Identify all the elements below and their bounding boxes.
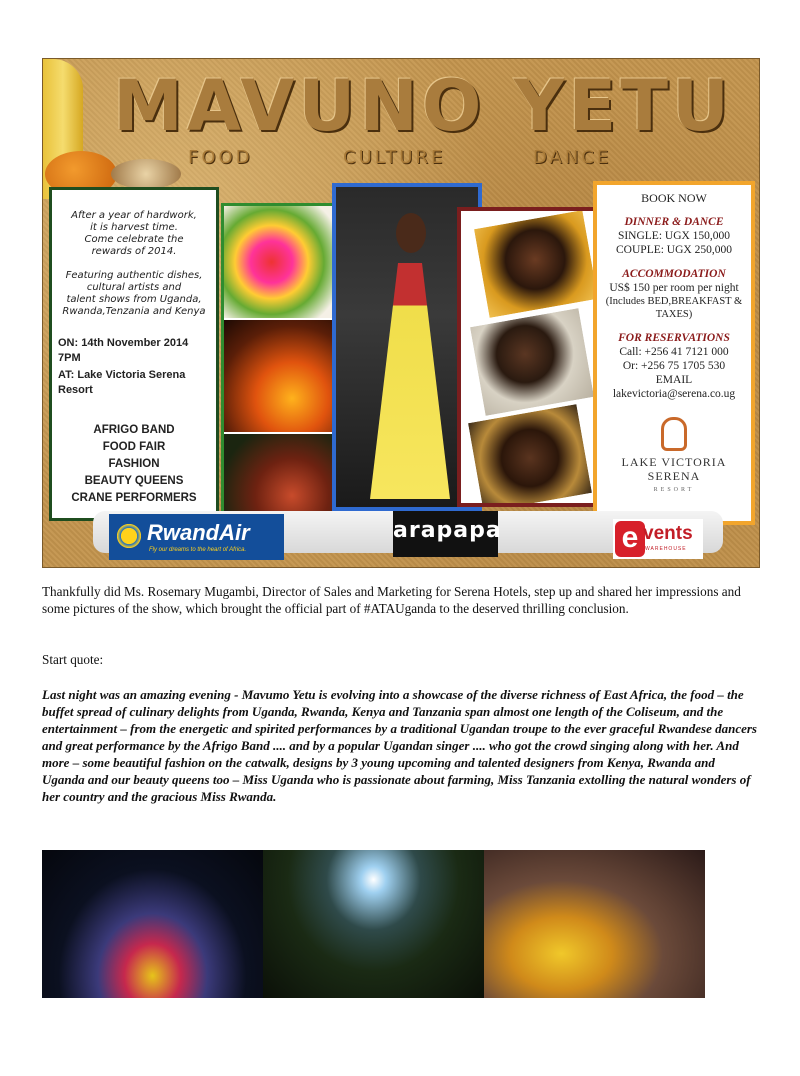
subtitle-food: FOOD bbox=[188, 147, 253, 168]
drum-decoration bbox=[111, 159, 181, 189]
act-item: FASHION bbox=[108, 458, 160, 470]
performer-photo bbox=[466, 402, 595, 507]
intro-text: After a year of hardwork, it is harvest time. Come celebrate the rewards of 2014. Featuring authentic dishes, cultural artists and talent shows from Uganda, Rwanda,Tenzania and Kenya bbox=[62, 210, 206, 317]
event-info-panel bbox=[49, 187, 219, 521]
start-quote-label: Start quote: bbox=[42, 652, 104, 667]
rwandair-logo bbox=[109, 514, 284, 560]
intro-paragraph: Thankfully did Ms. Rosemary Mugambi, Director of Sales and Marketing for Serena Hotels, step up and shared her impressions and some pictures of the show, which brought the official part of #ATAUganda to the deserved thrilling conclusion. bbox=[42, 584, 741, 616]
events-e-icon: e bbox=[615, 521, 645, 557]
events-sub: WAREHOUSE bbox=[645, 546, 687, 552]
event-photo-strip bbox=[42, 850, 705, 998]
singer-photo bbox=[472, 208, 599, 320]
book-now-heading: BOOK NOW bbox=[641, 191, 707, 205]
email-label: EMAIL bbox=[655, 374, 693, 386]
accommodation-note: (Includes BED,BREAKFAST & TAXES) bbox=[605, 296, 743, 320]
model-head bbox=[396, 213, 426, 253]
events-name: vents bbox=[643, 523, 693, 544]
subtitle-dance: DANCE bbox=[533, 147, 612, 168]
couple-price: COUPLE: UGX 250,000 bbox=[616, 244, 732, 256]
act-item: CRANE PERFORMERS bbox=[71, 492, 197, 504]
act-item: FOOD FAIR bbox=[102, 441, 166, 453]
dancers-photo bbox=[42, 850, 263, 998]
dance-floor-photo bbox=[263, 850, 484, 998]
rwandair-tagline: Fly our dreams to the heart of Africa. bbox=[149, 547, 247, 553]
accommodation-price: US$ 150 per room per night bbox=[609, 282, 739, 294]
booking-panel bbox=[593, 181, 755, 525]
act-item: AFRIGO BAND bbox=[93, 424, 175, 436]
events-warehouse-logo bbox=[613, 519, 703, 559]
event-poster bbox=[42, 58, 760, 568]
email-address: lakevictoria@serena.co.ug bbox=[612, 388, 736, 400]
act-item: BEAUTY QUEENS bbox=[84, 475, 184, 487]
event-venue: AT: Lake Victoria Serena Resort bbox=[58, 369, 186, 396]
model-dress bbox=[370, 263, 450, 499]
rwandair-name: RwandAir bbox=[147, 520, 250, 545]
subtitle-culture: CULTURE bbox=[343, 147, 446, 168]
hotel-name: LAKE VICTORIA SERENA bbox=[621, 455, 727, 483]
table-decoration-photo bbox=[484, 850, 705, 998]
reservations-heading: FOR RESERVATIONS bbox=[618, 332, 730, 344]
phone-secondary: Or: +256 75 1705 530 bbox=[622, 360, 726, 372]
acts-list bbox=[58, 422, 210, 507]
arapapa-logo: arapapa bbox=[393, 511, 498, 557]
hotel-subname: RESORT bbox=[653, 487, 695, 493]
event-date: ON: 14th November 2014 7PM bbox=[58, 337, 189, 364]
single-price: SINGLE: UGX 150,000 bbox=[617, 230, 731, 242]
sun-icon bbox=[115, 522, 143, 550]
accommodation-heading: ACCOMMODATION bbox=[622, 268, 726, 280]
performers-photo-collage bbox=[457, 207, 599, 507]
phone-primary: Call: +256 41 7121 000 bbox=[619, 346, 729, 358]
dinner-heading: DINNER & DANCE bbox=[624, 216, 724, 228]
serena-logo-icon bbox=[661, 417, 687, 451]
poster-title: MAVUNO YETU bbox=[113, 65, 733, 147]
quote-paragraph: Last night was an amazing evening - Mavumo Yetu is evolving into a showcase of the diverse richness of East Africa, the food – the buffet spread of culinary delights from Uganda, Rwanda, Kenya and Tanzania span almost one length of the Coliseum, and the entertainment – from the energetic and spirited performances by a traditional Ugandan troupe to the ever graceful Rwandese dancers and great performance by the Afrigo Band .... and by a popular Ugandan singer .... who got the crowd singing along with her. And more – some beautiful fashion on the catwalk, designs by 3 young upcoming and talented designers from Kenya, Rwanda and Uganda and our beauty queens too – Miss Uganda who is passionate about farming, Miss Tanzania extolling the natural wonders of her country and the gracious Miss Rwanda. bbox=[42, 687, 757, 804]
